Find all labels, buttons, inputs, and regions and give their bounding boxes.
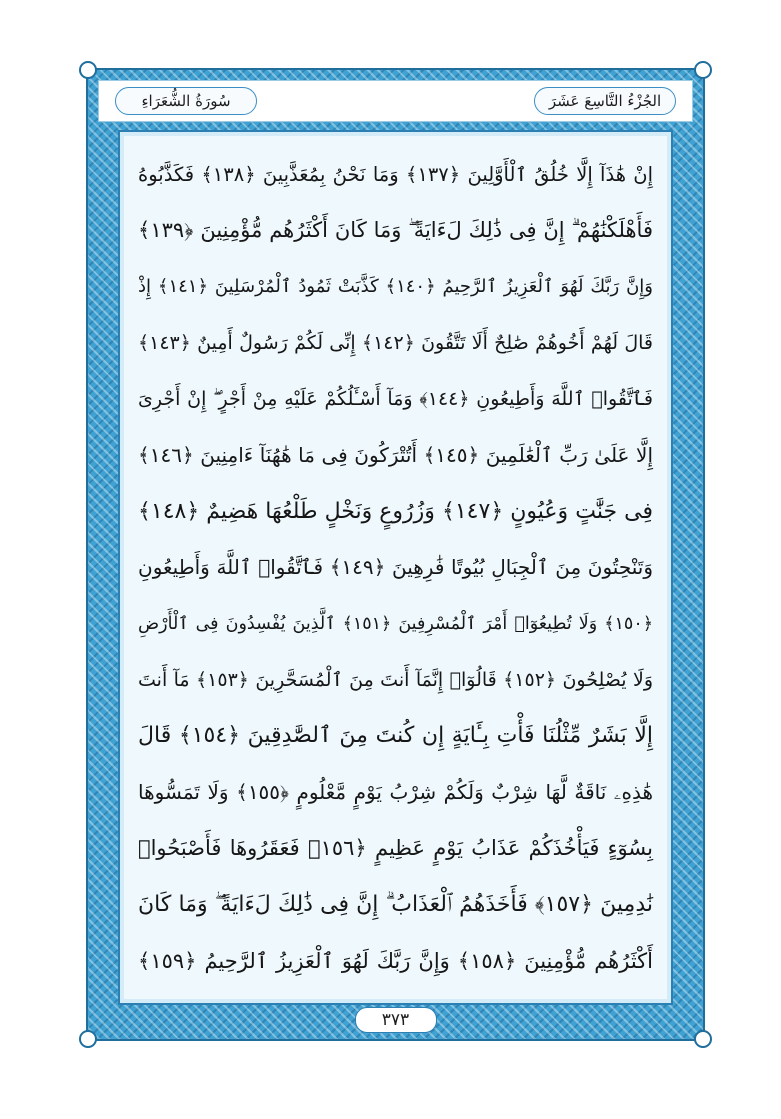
verse-line-text: هَٰذِهِۦ نَاقَةٌ لَّهَا شِرْبٌ وَلَكُمْ شِرْبُ يَوْمٍ مَّعْلُومٍ ﴿١٥٥﴾ وَلَا تَمَسُّوهَا <box>138 780 653 805</box>
verse-line-text: وَتَنْحِتُونَ مِنَ ٱلْجِبَالِ بُيُوتًا فَٰرِهِينَ ﴿١٤٩﴾ فَٱتَّقُوا۟ ٱللَّهَ وَأَطِيعُونِ <box>138 555 654 580</box>
page-header <box>98 80 693 122</box>
verse-line <box>138 652 653 708</box>
verse-line <box>138 427 653 483</box>
verse-line-text: أَكْثَرُهُم مُّؤْمِنِينَ ﴿١٥٨﴾ وَإِنَّ رَبَّكَ لَهُوَ ٱلْعَزِيزُ ٱلرَّحِيمُ ﴿١٥٩﴾ <box>138 948 654 973</box>
juz-label: الجُزْءُ التَّاسِعَ عَشَرَ <box>534 87 676 115</box>
verse-line-text: فَٱتَّقُوا۟ ٱللَّهَ وَأَطِيعُونِ ﴿١٤٤﴾ وَمَآ أَسْـَٔلُكُمْ عَلَيْهِ مِنْ أَجْرٍ ۖ إِنْ أَجْرِىَ <box>138 387 653 410</box>
verse-line <box>138 258 653 314</box>
verse-line <box>138 146 653 202</box>
verse-line <box>138 483 653 539</box>
verse-line <box>138 820 653 876</box>
verse-line-text: إِنْ هَٰذَآ إِلَّا خُلُقُ ٱلْأَوَّلِينَ ﴿١٣٧﴾ وَمَا نَحْنُ بِمُعَذَّبِينَ ﴿١٣٨﴾ فَكَذَّبُوهُ <box>138 162 653 186</box>
verse-line-text: نَٰدِمِينَ ﴿١٥٧﴾ فَأَخَذَهُمُ ٱلْعَذَابُ ۗ إِنَّ فِى ذَٰلِكَ لَءَايَةً ۖ وَمَا كَانَ <box>138 892 653 918</box>
verse-line <box>138 708 653 764</box>
verse-line-text: إِلَّا عَلَىٰ رَبِّ ٱلْعَٰلَمِينَ ﴿١٤٥﴾ أَتُتْرَكُونَ فِى مَا هَٰهُنَآ ءَامِنِينَ ﴿١٤٦﴾ <box>138 443 654 468</box>
corner-ornament <box>79 1030 97 1048</box>
verse-line <box>138 876 653 932</box>
verse-line <box>138 371 653 427</box>
corner-ornament <box>79 61 97 79</box>
verse-line <box>138 933 653 989</box>
mushaf-page-frame <box>86 68 705 1041</box>
verse-line-text: قَالَ لَهُمْ أَخُوهُمْ صَٰلِحٌ أَلَا تَتَّقُونَ ﴿١٤٢﴾ إِنِّى لَكُمْ رَسُولٌ أَمِينٌ ﴿١٤٣﴾ <box>138 331 653 354</box>
verse-line-text: فِى جَنَّٰتٍ وَعُيُونٍ ﴿١٤٧﴾ وَزُرُوعٍ وَنَخْلٍ طَلْعُهَا هَضِيمٌ ﴿١٤٨﴾ <box>138 498 653 524</box>
page-number: ٣٧٣ <box>355 1007 437 1033</box>
verse-line <box>138 539 653 595</box>
quran-text-panel <box>118 130 673 1005</box>
verse-line <box>138 596 653 652</box>
corner-ornament <box>694 61 712 79</box>
verse-line <box>138 315 653 371</box>
verse-line-text: ﴿١٥٠﴾ وَلَا تُطِيعُوٓا۟ أَمْرَ ٱلْمُسْرِفِينَ ﴿١٥١﴾ ٱلَّذِينَ يُفْسِدُونَ فِى ٱلْأَرْضِ <box>138 613 653 634</box>
verse-line <box>138 202 653 258</box>
verse-line-text: بِسُوٓءٍ فَيَأْخُذَكُمْ عَذَابُ يَوْمٍ عَظِيمٍ ﴿١٥٦﴾ فَعَقَرُوهَا فَأَصْبَحُوا۟ <box>138 836 653 861</box>
verse-line <box>138 764 653 820</box>
corner-ornament <box>694 1030 712 1048</box>
surah-name-label: سُورَةُ الشُّعَرَاءِ <box>115 87 257 115</box>
verse-line-text: وَإِنَّ رَبَّكَ لَهُوَ ٱلْعَزِيزُ ٱلرَّحِيمُ ﴿١٤٠﴾ كَذَّبَتْ ثَمُودُ ٱلْمُرْسَلِينَ ﴿١٤١﴾ إِذْ <box>138 275 653 297</box>
verse-line-text: وَلَا يُصْلِحُونَ ﴿١٥٢﴾ قَالُوٓا۟ إِنَّمَآ أَنتَ مِنَ ٱلْمُسَحَّرِينَ ﴿١٥٣﴾ مَآ أَنتَ <box>138 668 653 691</box>
verse-line-text: إِلَّا بَشَرٌ مِّثْلُنَا فَأْتِ بِـَٔايَةٍ إِن كُنتَ مِنَ ٱلصَّٰدِقِينَ ﴿١٥٤﴾ قَالَ <box>138 723 653 749</box>
verse-lines <box>138 146 653 989</box>
verse-line-text: فَأَهْلَكْنَٰهُمْ ۗ إِنَّ فِى ذَٰلِكَ لَءَايَةً ۖ وَمَا كَانَ أَكْثَرُهُم مُّؤْمِنِينَ ﴿١٣٩﴾ <box>138 217 653 242</box>
